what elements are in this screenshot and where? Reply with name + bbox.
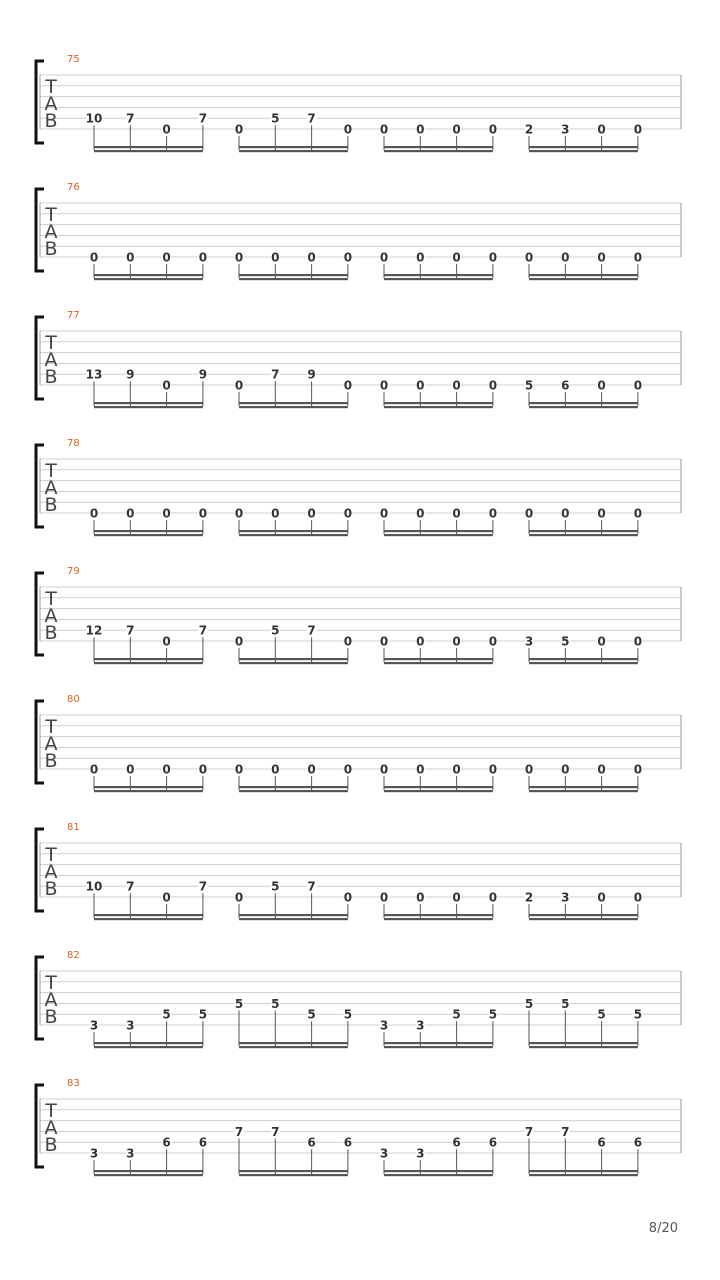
fret-number: 0 <box>488 762 498 777</box>
beam <box>94 1170 203 1172</box>
fret-number: 0 <box>162 890 171 905</box>
beam <box>94 278 203 280</box>
beam <box>529 1046 638 1048</box>
fret-number: 0 <box>597 634 606 649</box>
fret-number: 0 <box>452 506 461 521</box>
note-group <box>235 763 353 793</box>
fret-number: 7 <box>271 1124 280 1139</box>
fret-number: 2 <box>524 890 534 905</box>
beam <box>384 274 493 276</box>
fret-number: 3 <box>561 890 570 905</box>
fret-number: 7 <box>198 111 208 126</box>
note-group <box>380 891 498 921</box>
measure-number: 75 <box>67 54 80 65</box>
fret-number: 6 <box>597 1135 606 1150</box>
beam <box>94 146 203 148</box>
fret-number: 3 <box>524 634 534 649</box>
beam <box>529 790 638 792</box>
tab-system <box>36 950 681 1048</box>
fret-number: 13 <box>85 367 103 382</box>
beam <box>94 662 203 664</box>
fret-number: 7 <box>271 367 280 382</box>
fret-number: 5 <box>271 623 280 638</box>
tab-system <box>36 1078 681 1176</box>
tab-clef-letter: B <box>44 494 58 516</box>
tab-clef-letter: A <box>44 221 58 243</box>
fret-number: 0 <box>234 506 244 521</box>
fret-number: 0 <box>633 378 643 393</box>
beam <box>529 278 638 280</box>
note-group <box>380 507 498 537</box>
fret-number: 0 <box>379 378 389 393</box>
beam <box>94 406 203 408</box>
beam <box>529 1042 638 1044</box>
fret-number: 0 <box>633 122 643 137</box>
beam <box>94 530 203 532</box>
fret-number: 0 <box>488 378 498 393</box>
measure-number: 83 <box>67 1078 80 1089</box>
beam <box>529 150 638 152</box>
note-group <box>235 1125 353 1176</box>
fret-number: 0 <box>89 506 99 521</box>
tab-system <box>36 822 681 920</box>
fret-number: 0 <box>488 122 498 137</box>
beam <box>239 918 348 920</box>
fret-number: 0 <box>416 506 425 521</box>
fret-number: 0 <box>234 122 244 137</box>
beam <box>529 146 638 148</box>
beam <box>384 1174 493 1176</box>
beam <box>94 914 203 916</box>
fret-number: 0 <box>452 122 461 137</box>
fret-number: 3 <box>126 1146 135 1161</box>
beam <box>239 1042 348 1044</box>
fret-number: 0 <box>597 506 606 521</box>
beam <box>529 658 638 660</box>
fret-number: 5 <box>633 1007 643 1022</box>
beam <box>529 406 638 408</box>
beam <box>239 790 348 792</box>
note-group <box>380 763 498 793</box>
measure-number: 82 <box>67 950 80 961</box>
beam <box>529 918 638 920</box>
beam <box>94 1046 203 1048</box>
fret-number: 0 <box>379 250 389 265</box>
fret-number: 9 <box>126 367 135 382</box>
tab-clef-letter: A <box>44 861 58 883</box>
measure-number: 77 <box>67 310 80 321</box>
beam <box>94 1174 203 1176</box>
measure-number: 76 <box>67 182 80 193</box>
note-group <box>380 379 498 409</box>
fret-number: 5 <box>561 996 570 1011</box>
beam <box>239 402 348 404</box>
tab-clef-letter: A <box>44 93 58 115</box>
fret-number: 0 <box>126 506 135 521</box>
tab-clef-letter: A <box>44 605 58 627</box>
fret-number: 0 <box>488 506 498 521</box>
fret-number: 7 <box>126 879 135 894</box>
beam <box>384 146 493 148</box>
fret-number: 0 <box>416 762 425 777</box>
fret-number: 0 <box>597 250 606 265</box>
tab-clef-letter: B <box>44 1006 58 1028</box>
tab-clef-letter: B <box>44 750 58 772</box>
fret-number: 0 <box>452 378 461 393</box>
fret-number: 3 <box>126 1018 135 1033</box>
fret-number: 0 <box>126 762 135 777</box>
fret-number: 10 <box>85 111 103 126</box>
fret-number: 5 <box>597 1007 606 1022</box>
fret-number: 0 <box>452 762 461 777</box>
note-group <box>90 251 208 281</box>
beam <box>239 1174 348 1176</box>
beam <box>384 1046 493 1048</box>
note-group <box>525 123 643 153</box>
fret-number: 2 <box>524 122 534 137</box>
fret-number: 0 <box>234 378 244 393</box>
beam <box>239 1046 348 1048</box>
fret-number: 3 <box>89 1146 99 1161</box>
tab-clef-letter: T <box>45 204 57 226</box>
beam <box>529 530 638 532</box>
tab-system <box>36 566 681 664</box>
tab-clef-letter: A <box>44 989 58 1011</box>
fret-number: 3 <box>379 1018 389 1033</box>
fret-number: 9 <box>198 367 208 382</box>
beam <box>384 278 493 280</box>
fret-number: 5 <box>271 996 280 1011</box>
fret-number: 0 <box>162 634 171 649</box>
note-group <box>90 763 208 793</box>
fret-number: 0 <box>343 250 353 265</box>
tab-system <box>36 438 681 536</box>
tab-clef-letter: T <box>45 716 57 738</box>
fret-number: 0 <box>307 506 316 521</box>
fret-number: 0 <box>488 634 498 649</box>
fret-number: 6 <box>561 378 570 393</box>
note-group <box>235 251 353 281</box>
note-group <box>525 997 643 1048</box>
note-group <box>525 379 643 409</box>
beam <box>94 790 203 792</box>
fret-number: 0 <box>416 250 425 265</box>
beam <box>384 1042 493 1044</box>
note-group <box>525 635 643 665</box>
fret-number: 0 <box>597 122 606 137</box>
fret-number: 0 <box>162 122 171 137</box>
fret-number: 0 <box>234 890 244 905</box>
fret-number: 0 <box>343 890 353 905</box>
fret-number: 0 <box>561 506 570 521</box>
fret-number: 0 <box>416 634 425 649</box>
measure-number: 78 <box>67 438 80 449</box>
tab-clef-letter: A <box>44 477 58 499</box>
beam <box>384 1170 493 1172</box>
beam <box>94 534 203 536</box>
fret-number: 7 <box>234 1124 244 1139</box>
tab-clef-letter: B <box>44 366 58 388</box>
page-number: 8/20 <box>648 1221 678 1236</box>
fret-number: 10 <box>85 879 103 894</box>
beam <box>239 662 348 664</box>
fret-number: 0 <box>633 634 643 649</box>
fret-number: 0 <box>597 762 606 777</box>
fret-number: 0 <box>379 634 389 649</box>
tab-clef-letter: T <box>45 332 57 354</box>
note-group <box>525 507 643 537</box>
fret-number: 0 <box>452 890 461 905</box>
fret-number: 7 <box>126 623 135 638</box>
fret-number: 0 <box>597 890 606 905</box>
beam <box>529 662 638 664</box>
fret-number: 3 <box>561 122 570 137</box>
fret-number: 5 <box>271 879 280 894</box>
beam <box>239 274 348 276</box>
beam <box>94 786 203 788</box>
beam <box>94 150 203 152</box>
fret-number: 0 <box>126 250 135 265</box>
fret-number: 0 <box>633 250 643 265</box>
tab-clef-letter: T <box>45 76 57 98</box>
fret-number: 6 <box>343 1135 353 1150</box>
tab-system <box>36 182 681 280</box>
fret-number: 0 <box>452 250 461 265</box>
beam <box>239 658 348 660</box>
tab-clef-letter: T <box>45 460 57 482</box>
beam <box>529 1174 638 1176</box>
beam <box>239 406 348 408</box>
fret-number: 5 <box>561 634 570 649</box>
fret-number: 0 <box>561 250 570 265</box>
fret-number: 7 <box>561 1124 570 1139</box>
beam <box>239 530 348 532</box>
measure-number: 80 <box>67 694 80 705</box>
beam <box>384 786 493 788</box>
fret-number: 0 <box>162 762 171 777</box>
fret-number: 0 <box>343 378 353 393</box>
note-group <box>525 1125 643 1176</box>
beam <box>384 406 493 408</box>
note-group <box>380 251 498 281</box>
fret-number: 5 <box>162 1007 171 1022</box>
fret-number: 0 <box>416 378 425 393</box>
tab-clef-letter: A <box>44 733 58 755</box>
beam <box>239 150 348 152</box>
beam <box>384 534 493 536</box>
fret-number: 0 <box>524 250 534 265</box>
beam <box>239 146 348 148</box>
beam <box>94 918 203 920</box>
fret-number: 6 <box>198 1135 208 1150</box>
fret-number: 0 <box>198 506 208 521</box>
fret-number: 7 <box>198 879 208 894</box>
beam <box>529 534 638 536</box>
beam <box>384 658 493 660</box>
fret-number: 5 <box>271 111 280 126</box>
beam <box>384 914 493 916</box>
fret-number: 0 <box>379 506 389 521</box>
fret-number: 0 <box>633 506 643 521</box>
fret-number: 0 <box>524 506 534 521</box>
fret-number: 0 <box>343 506 353 521</box>
fret-number: 7 <box>307 623 316 638</box>
fret-number: 7 <box>524 1124 534 1139</box>
fret-number: 0 <box>416 122 425 137</box>
fret-number: 6 <box>307 1135 316 1150</box>
fret-number: 0 <box>162 378 171 393</box>
fret-number: 0 <box>488 890 498 905</box>
fret-number: 0 <box>89 762 99 777</box>
measure-number: 79 <box>67 566 80 577</box>
fret-number: 0 <box>597 378 606 393</box>
fret-number: 0 <box>633 890 643 905</box>
tab-clef-letter: T <box>45 972 57 994</box>
fret-number: 7 <box>307 111 316 126</box>
fret-number: 3 <box>416 1146 425 1161</box>
note-group <box>380 123 498 153</box>
fret-number: 0 <box>633 762 643 777</box>
fret-number: 3 <box>379 1146 389 1161</box>
note-group <box>380 635 498 665</box>
beam <box>239 786 348 788</box>
fret-number: 0 <box>234 250 244 265</box>
fret-number: 0 <box>343 634 353 649</box>
fret-number: 7 <box>307 879 316 894</box>
beam <box>239 914 348 916</box>
tab-system <box>36 310 681 408</box>
note-group <box>525 891 643 921</box>
fret-number: 5 <box>198 1007 208 1022</box>
fret-number: 0 <box>379 122 389 137</box>
fret-number: 6 <box>452 1135 461 1150</box>
fret-number: 0 <box>234 634 244 649</box>
note-group <box>235 507 353 537</box>
fret-number: 0 <box>452 634 461 649</box>
beam <box>384 150 493 152</box>
fret-number: 0 <box>379 762 389 777</box>
beam <box>239 1170 348 1172</box>
note-group <box>235 997 353 1048</box>
fret-number: 0 <box>198 762 208 777</box>
beam <box>529 914 638 916</box>
fret-number: 7 <box>126 111 135 126</box>
fret-number: 7 <box>198 623 208 638</box>
beam <box>384 790 493 792</box>
fret-number: 0 <box>379 890 389 905</box>
beam <box>94 658 203 660</box>
beam <box>529 1170 638 1172</box>
fret-number: 6 <box>633 1135 643 1150</box>
tab-clef-letter: B <box>44 238 58 260</box>
fret-number: 0 <box>343 762 353 777</box>
beam <box>384 402 493 404</box>
fret-number: 9 <box>307 367 316 382</box>
fret-number: 0 <box>162 506 171 521</box>
fret-number: 0 <box>271 762 280 777</box>
beam <box>94 1042 203 1044</box>
fret-number: 3 <box>416 1018 425 1033</box>
fret-number: 0 <box>416 890 425 905</box>
tab-clef-letter: T <box>45 588 57 610</box>
tab-clef-letter: B <box>44 622 58 644</box>
note-group <box>90 507 208 537</box>
tab-clef-letter: T <box>45 844 57 866</box>
beam <box>384 530 493 532</box>
fret-number: 0 <box>162 250 171 265</box>
note-group <box>525 763 643 793</box>
fret-number: 5 <box>343 1007 353 1022</box>
fret-number: 0 <box>343 122 353 137</box>
beam <box>239 278 348 280</box>
note-group <box>525 251 643 281</box>
fret-number: 0 <box>561 762 570 777</box>
tab-clef-letter: A <box>44 1117 58 1139</box>
beam <box>384 918 493 920</box>
fret-number: 3 <box>89 1018 99 1033</box>
fret-number: 5 <box>524 378 534 393</box>
tab-system <box>36 54 681 152</box>
tab-system <box>36 694 681 792</box>
fret-number: 0 <box>271 250 280 265</box>
fret-number: 0 <box>271 506 280 521</box>
fret-number: 0 <box>307 762 316 777</box>
fret-number: 5 <box>488 1007 498 1022</box>
tab-clef-letter: A <box>44 349 58 371</box>
fret-number: 5 <box>234 996 244 1011</box>
fret-number: 6 <box>488 1135 498 1150</box>
measure-number: 81 <box>67 822 80 833</box>
fret-number: 5 <box>307 1007 316 1022</box>
beam <box>94 402 203 404</box>
fret-number: 0 <box>89 250 99 265</box>
fret-number: 0 <box>524 762 534 777</box>
beam <box>529 274 638 276</box>
fret-number: 5 <box>452 1007 461 1022</box>
beam <box>529 402 638 404</box>
tab-clef-letter: T <box>45 1100 57 1122</box>
fret-number: 0 <box>234 762 244 777</box>
beam <box>94 274 203 276</box>
beam <box>529 786 638 788</box>
fret-number: 0 <box>307 250 316 265</box>
fret-number: 5 <box>524 996 534 1011</box>
fret-number: 12 <box>85 623 103 638</box>
fret-number: 6 <box>162 1135 171 1150</box>
tab-clef-letter: B <box>44 110 58 132</box>
beam <box>239 534 348 536</box>
tab-clef-letter: B <box>44 878 58 900</box>
fret-number: 0 <box>198 250 208 265</box>
beam <box>384 662 493 664</box>
fret-number: 0 <box>488 250 498 265</box>
tab-clef-letter: B <box>44 1134 58 1156</box>
